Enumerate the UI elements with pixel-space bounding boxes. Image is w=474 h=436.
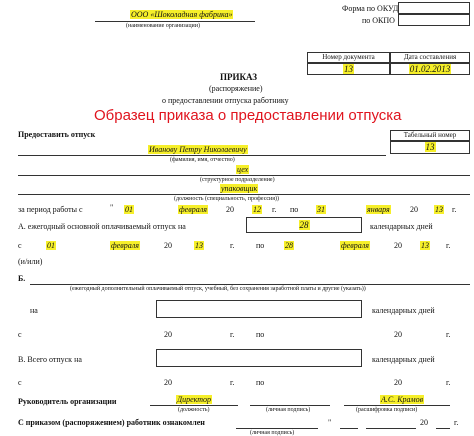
period-po: по bbox=[290, 205, 299, 214]
quote-mark: " bbox=[110, 203, 114, 212]
head-name: А.С. Крамов bbox=[381, 395, 424, 404]
period-year-from: 12 bbox=[253, 205, 261, 214]
employee-name: Иванову Петру Николаевичу bbox=[149, 145, 247, 154]
section-a-days: 28 bbox=[299, 220, 309, 230]
doc-date-header: Дата составления bbox=[390, 52, 470, 63]
section-b-na: на bbox=[30, 306, 38, 315]
org-name: ООО «Шоколадная фабрика» bbox=[131, 10, 233, 19]
title-main: ПРИКАЗ bbox=[220, 72, 258, 82]
head-label: Руководитель организации bbox=[18, 397, 117, 406]
section-b-caption: (ежегодный дополнительный оплачиваемый отпуск, учебный, без сохранения заработной платы и другие (указать)) bbox=[70, 286, 366, 292]
section-a-andor: (и/или) bbox=[18, 257, 43, 266]
section-b-g-from: г. bbox=[230, 330, 235, 339]
period-20-from: 20 bbox=[226, 205, 234, 214]
period-day-from: 01 bbox=[125, 205, 133, 214]
section-v-days-suffix: календарных дней bbox=[372, 355, 435, 364]
head-signature-caption: (личная подпись) bbox=[266, 407, 311, 413]
section-v-label: В. Всего отпуск на bbox=[18, 355, 82, 364]
section-a-days-suffix: календарных дней bbox=[370, 222, 433, 231]
period-year-to: 13 bbox=[435, 205, 443, 214]
period-g-from: г. bbox=[272, 205, 277, 214]
section-a-po: по bbox=[256, 241, 265, 250]
doc-date: 01.02.2013 bbox=[409, 64, 451, 74]
section-v-g-from: г. bbox=[230, 378, 235, 387]
section-b-g-to: г. bbox=[446, 330, 451, 339]
tab-number-cell bbox=[390, 141, 470, 154]
ack-label: С приказом (распоряжением) работник ознакомлен bbox=[18, 418, 205, 427]
head-name-caption: (расшифровка подписи) bbox=[356, 407, 418, 413]
okpo-code-box bbox=[398, 14, 470, 26]
department-caption: (структурное подразделение) bbox=[200, 177, 275, 183]
section-b-20-to: 20 bbox=[394, 330, 402, 339]
section-v-20-to: 20 bbox=[394, 378, 402, 387]
doc-number-cell bbox=[307, 63, 390, 75]
section-a-day-from: 01 bbox=[47, 241, 55, 250]
period-month-to: января bbox=[367, 205, 390, 214]
sample-caption: Образец приказа о предоставлении отпуска bbox=[94, 107, 402, 124]
section-a-g-to: г. bbox=[446, 241, 451, 250]
section-b-20-from: 20 bbox=[164, 330, 172, 339]
section-a-g-from: г. bbox=[230, 241, 235, 250]
section-v-20-from: 20 bbox=[164, 378, 172, 387]
section-a-month-from: февраля bbox=[111, 241, 139, 250]
section-a-20-to: 20 bbox=[394, 241, 402, 250]
section-b-po: по bbox=[256, 330, 265, 339]
section-a-year-from: 13 bbox=[195, 241, 203, 250]
section-a-20-from: 20 bbox=[164, 241, 172, 250]
section-v-g-to: г. bbox=[446, 378, 451, 387]
section-v-days-box bbox=[156, 349, 362, 367]
section-b-label: Б. bbox=[18, 274, 26, 283]
title-sub: (распоряжение) bbox=[209, 84, 263, 93]
period-20-to: 20 bbox=[410, 205, 418, 214]
ack-signature-caption: (личная подпись) bbox=[250, 430, 295, 436]
section-b-days-suffix: календарных дней bbox=[372, 306, 435, 315]
org-caption: (наименование организации) bbox=[126, 23, 200, 29]
ack-g: г. bbox=[454, 418, 459, 427]
section-a-month-to: февраля bbox=[341, 241, 369, 250]
doc-number-header: Номер документа bbox=[307, 52, 390, 63]
period-day-to: 31 bbox=[317, 205, 325, 214]
position-caption: (должность (специальность, профессия)) bbox=[174, 196, 279, 202]
tab-number-header: Табельный номер bbox=[390, 130, 470, 141]
form-okud-label: Форма по ОКУД bbox=[342, 4, 399, 13]
section-a-days-box bbox=[246, 217, 362, 233]
doc-number: 13 bbox=[344, 64, 353, 74]
section-a-s: с bbox=[18, 241, 22, 250]
employee-caption: (фамилия, имя, отчество) bbox=[170, 157, 235, 163]
section-a-label: А. ежегодный основной оплачиваемый отпуск на bbox=[18, 222, 186, 231]
head-position: Директор bbox=[177, 395, 212, 404]
okpo-label: по ОКПО bbox=[362, 16, 395, 25]
position: упаковщик bbox=[221, 184, 258, 193]
section-v-po: по bbox=[256, 378, 265, 387]
department: цех bbox=[237, 165, 249, 174]
period-label: за период работы с bbox=[18, 205, 83, 214]
period-month-from: февраля bbox=[179, 205, 207, 214]
ack-quote: " bbox=[328, 418, 332, 427]
section-v-s: с bbox=[18, 378, 22, 387]
title-about: о предоставлении отпуска работнику bbox=[162, 96, 289, 105]
period-g-to: г. bbox=[452, 205, 457, 214]
section-b-s: с bbox=[18, 330, 22, 339]
section-a-year-to: 13 bbox=[421, 241, 429, 250]
head-position-caption: (должность) bbox=[178, 407, 210, 413]
section-b-days-box bbox=[156, 300, 362, 318]
grant-label: Предоставить отпуск bbox=[18, 130, 96, 139]
okud-code-box bbox=[398, 2, 470, 14]
ack-20: 20 bbox=[420, 418, 428, 427]
section-a-day-to: 28 bbox=[285, 241, 293, 250]
doc-date-cell bbox=[390, 63, 470, 75]
tab-number: 13 bbox=[425, 142, 435, 152]
